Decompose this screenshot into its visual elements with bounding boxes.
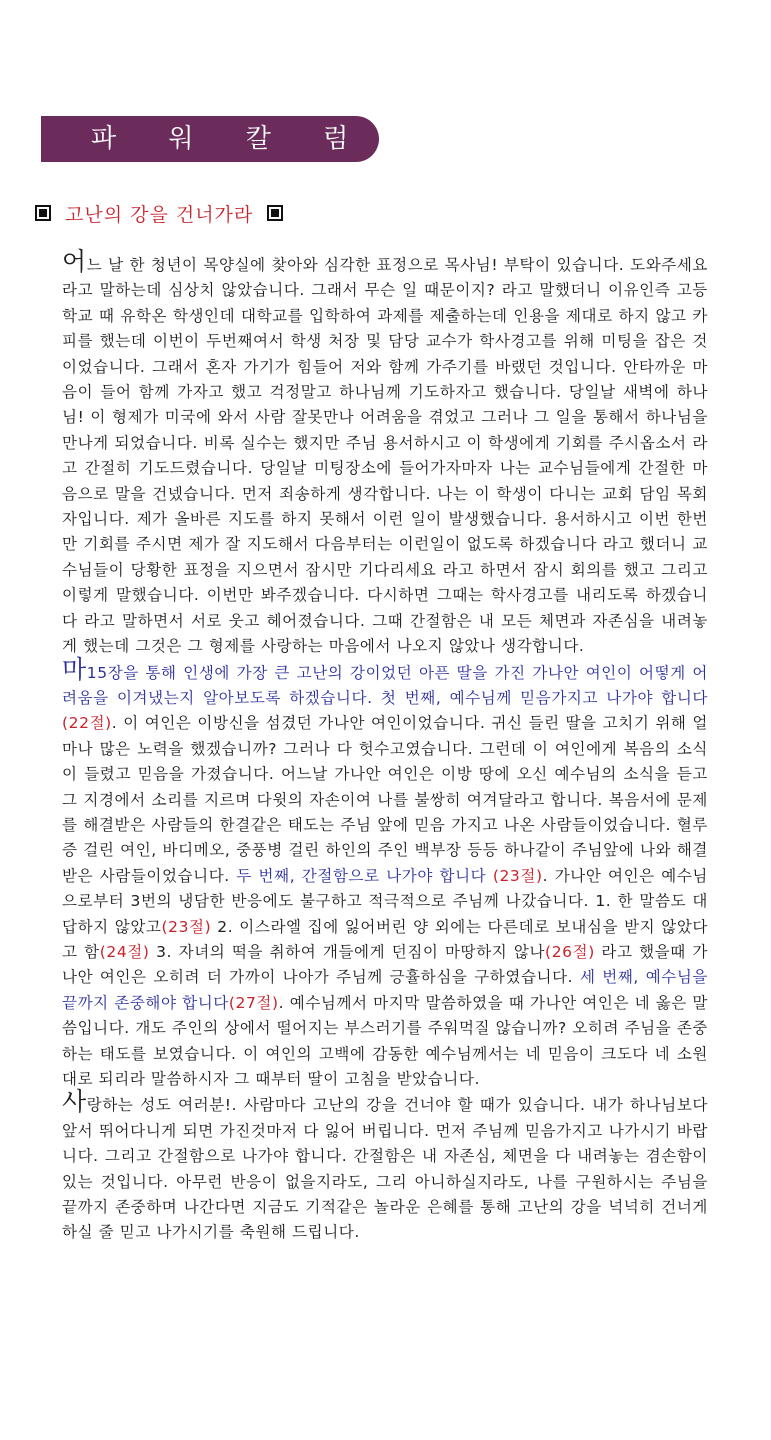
article-title-row [35, 200, 283, 226]
verse-reference: (23절) [492, 866, 543, 885]
paragraph-text: . 가나안 여인은 예수님으로부터 3번의 냉담한 반응에도 불구하고 적극적으로 주님께 나갔습니다. 1. 한 말씀도 대답하지 않았고 [62, 866, 709, 936]
article-title: 고난의 강을 건너가라 [65, 203, 254, 226]
paragraph-3 [62, 1087, 708, 1245]
paragraph-text: 라고 했을때 가나안 여인은 오히려 더 가까이 나아가 주님께 긍휼하심을 구하였습니다. [62, 942, 708, 987]
paragraph-2 [62, 654, 709, 1093]
paragraph-1 [62, 247, 708, 660]
verse-reference: (24절) [99, 942, 150, 961]
paragraph-text: 3. 자녀의 떡을 취하여 개들에게 던짐이 마땅하지 않나 [149, 942, 546, 961]
drop-cap: 사 [62, 1087, 87, 1117]
paragraph-text: . 예수님께서 마지막 말씀하였을 때 가나안 여인은 네 옳은 말씀입니다. 개도 주인의 상에서 떨어지는 부스러기를 주워먹질 않습니까? 오히려 주님을 존중하는 태도를 보였습니다. 이 여인의 고백에 감동한 예수님께서는 네 믿음이 크도다 네 소원대로 되리라 말씀하시자 그 때부터 딸이 고침을 받았습니다. [62, 993, 708, 1088]
article-body [62, 247, 709, 1246]
paragraph-text: 랑하는 성도 여러분!. 사람마다 고난의 강을 건너야 할 때가 있습니다. 내가 하나님보다 앞서 뛰어다니게 되면 가진것마저 다 잃어 버립니다. 먼저 주님께 믿음가지고 나가시기 바랍니다. 그리고 간절함으로 나가야 합니다. 간절함은 내 자존심, 체면을 다 내려놓는 겸손함이 있는 것입니다. 아무런 반응이 없을지라도, 그리 아니하실지라도, 나를 구원하시는 주님을 끝까지 존중하며 나간다면 지금도 기적같은 놀라운 은혜를 통해 고난의 강을 넉넉히 건너게 하실 줄 믿고 나가시기를 축원해 드립니다. [62, 1096, 708, 1242]
highlight-text: 15장을 통해 인생에 가장 큰 고난의 강이었던 아픈 딸을 가진 가나안 여인이 어떻게 어려움을 이겨냈는지 알아보도록 하겠습니다. 첫 번째, 예수님께 믿음가지고 나가야 합니다 [62, 663, 708, 707]
banner-label: 파 워 칼 럼 [91, 124, 371, 154]
verse-reference: (23절) [161, 917, 212, 936]
drop-cap: 어 [62, 247, 87, 276]
paragraph-text: 느 날 한 청년이 목양실에 찾아와 심각한 표정으로 목사님! 부탁이 있습니다. 도와주세요 라고 말하는데 심상치 않았습니다. 그래서 무슨 일 때문이지? 라고 말했더니 이유인즉 고등학교 때 유학온 학생인데 대학교를 입학하여 과제를 제출하는데 인용을 제대로 하지 않고 카피를 했는데 이번이 두번째여서 학생 처장 및 담당 교수가 학사경고를 위해 미팅을 잡은 것이었습니다. 그래서 혼자 가기가 힘들어 저와 함께 가주기를 바랬던 것입니다. 안타까운 마음이 들어 함께 가자고 했고 걱정말고 하나님께 기도하자고 했습니다. 당일날 새벽에 하나님! 이 형제가 미국에 와서 사람 잘못만나 어려움을 겪었고 그러나 그 일을 통해서 하나님을 만나게 되었습니다. 비록 실수는 했지만 주님 용서하시고 이 학생에게 기회를 주시옵소서 라고 간절히 기도드렸습니다. 당일날 미팅장소에 들어가자마자 나는 교수님들에게 간절한 마음으로 말을 건넸습니다. 먼저 죄송하게 생각합니다. 나는 이 학생이 다니는 교회 담임 목회자입니다. 제가 올바른 지도를 하지 못해서 이런 일이 발생했습니다. 용서하시고 이번 한번만 기회를 주시면 제가 잘 지도해서 다음부터는 이런일이 없도록 하겠습니다 라고 했더니 교수님들이 당황한 표정을 지으면서 잠시만 기다리세요 라고 하면서 잠시 회의를 했고 그리고 이렇게 말했습니다. 이번만 봐주겠습니다. 다시하면 그때는 학사경고를 내리도록 하겠습니다 라고 말하면서 서로 웃고 헤어졌습니다. 그때 간절함은 내 모든 체면과 자존심을 내려놓게 했는데 그것은 그 형제를 사랑하는 마음에서 나오지 않았나 생각합니다. [62, 256, 708, 656]
paragraph-text: . 이 여인은 이방신을 섬겼던 가나안 여인이었습니다. 귀신 들린 딸을 고치기 위해 얼마나 많은 노력을 했겠습니까? 그러나 다 헛수고였습니다. 그런데 이 여인에게 복음의 소식이 들렸고 믿음을 가졌습니다. 어느날 가나안 여인은 이방 땅에 오신 예수님의 소식을 듣고 그 지경에서 소리를 지르며 다윗의 자손이여 나를 불쌍히 여겨달라고 합니다. 복음서에 문제를 해결받은 사람들의 한결같은 태도는 주님 앞에 믿음 가지고 나온 사람들이었습니다. 혈루증 걸린 여인, 바디메오, 중풍병 걸린 하인의 주인 백부장 등등 하나같이 주님앞에 나와 해결받은 사람들이었습니다. [62, 714, 708, 885]
square-bullet-icon [35, 205, 51, 221]
square-bullet-icon [267, 205, 283, 221]
highlight-text: 세 번째, 예수님을 끝까지 존중해야 합니다 [62, 968, 709, 1012]
column-banner [41, 116, 379, 162]
verse-reference: (27절) [228, 993, 279, 1012]
paragraph-text: 2. 이스라엘 집에 잃어버린 양 외에는 다른데로 보내심을 받지 않았다고 함 [62, 917, 708, 961]
drop-cap: 마 [62, 654, 87, 684]
highlight-text: 두 번째, 간절함으로 나가야 합니다 [236, 866, 493, 885]
verse-reference: (26절) [545, 942, 595, 961]
verse-reference: (22절) [62, 714, 112, 733]
